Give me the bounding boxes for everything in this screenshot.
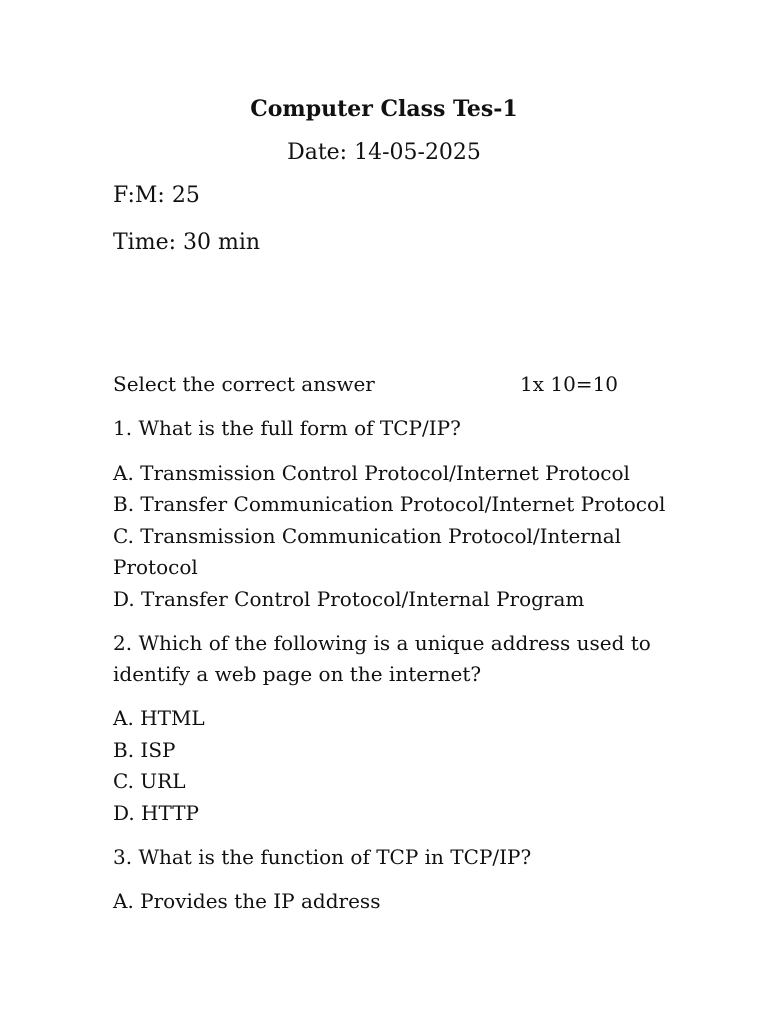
full-marks: F:M: 25 <box>113 183 200 208</box>
question-1-option-b: B. Transfer Communication Protocol/Internet Protocol <box>113 492 666 516</box>
question-2-option-d: D. HTTP <box>113 801 199 825</box>
question-1: 1. What is the full form of TCP/IP? <box>113 416 461 440</box>
question-2-option-b: B. ISP <box>113 738 176 762</box>
question-1-option-c-continued: Protocol <box>113 555 198 579</box>
question-1-option-a: A. Transmission Control Protocol/Internet Protocol <box>113 461 630 485</box>
section-instruction: Select the correct answer <box>113 372 375 396</box>
question-3-option-a: A. Provides the IP address <box>113 889 381 913</box>
question-2-option-a: A. HTML <box>113 706 205 730</box>
test-date: Date: 14-05-2025 <box>287 140 481 165</box>
question-3: 3. What is the function of TCP in TCP/IP? <box>113 845 532 869</box>
question-1-option-d: D. Transfer Control Protocol/Internal Program <box>113 587 585 611</box>
section-marks: 1x 10=10 <box>520 372 619 396</box>
test-time: Time: 30 min <box>113 230 261 255</box>
question-1-option-c: C. Transmission Communication Protocol/Internal <box>113 524 622 548</box>
page-title: Computer Class Tes-1 <box>250 96 518 122</box>
question-2-line-1: 2. Which of the following is a unique address used to <box>113 631 651 655</box>
question-2-line-2: identify a web page on the internet? <box>113 662 482 686</box>
question-2-option-c: C. URL <box>113 769 186 793</box>
